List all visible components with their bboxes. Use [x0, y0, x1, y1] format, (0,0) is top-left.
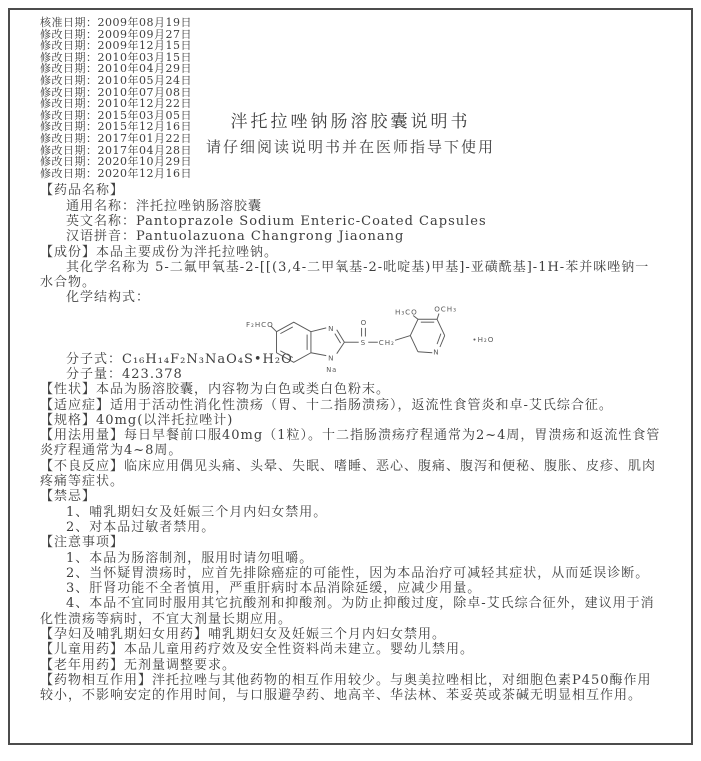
body-bottom-paragraphs	[40, 352, 663, 704]
pyridine-n-label: N	[433, 347, 440, 357]
paragraph: 通用名称：泮托拉唑钠肠溶胶囊	[66, 198, 263, 214]
paragraph: 英文名称：Pantoprazole Sodium Enteric-Coated Capsules	[66, 213, 487, 229]
paragraph: 【适应症】适用于活动性消化性溃疡（胃、十二指肠溃疡），返流性食管炎和卓-艾氏综合征。	[40, 397, 613, 413]
paragraph: 【规格】40mg(以泮托拉唑计)	[40, 412, 234, 428]
leaflet-body	[40, 183, 663, 703]
sulfur-label: S	[360, 337, 367, 347]
paragraph: 汉语拼音：Pantuolazuona Changrong Jiaonang	[66, 229, 405, 245]
date-line: 修改日期：2009年12月15日	[40, 39, 192, 53]
paragraph: 其化学名称为 5-二氟甲氧基-2-[[(3,4-二甲氧基-2-吡啶基)甲基]-亚磺酰基]-1H-苯并咪唑钠一水合物。	[40, 259, 650, 291]
page-title: 泮托拉唑钠肠溶胶囊说明书	[230, 112, 471, 132]
paragraph: 【药品名称】	[40, 183, 125, 199]
date-line: 修改日期：2009年09月27日	[40, 27, 192, 41]
imidazole-n-top-label: N	[328, 323, 335, 333]
paragraph: 【性状】本品为肠溶胶囊，内容物为白色或类白色粉末。	[40, 382, 391, 398]
date-line: 修改日期：2010年04月29日	[40, 62, 192, 76]
date-line: 修改日期：2010年07月08日	[40, 85, 192, 99]
date-line: 修改日期：2017年01月22日	[40, 131, 192, 145]
paragraph: 【不良反应】临床应用偶见头痛、头晕、失眠、嗜睡、恶心、腹痛、腹泻和便秘、腹胀、皮疹、肌肉疼痛等症状。	[40, 458, 657, 490]
paragraph: 【孕妇及哺乳期妇女用药】哺乳期妇女及妊娠三个月内妇女禁用。	[40, 627, 447, 643]
paragraph: 分子式：C₁₆H₁₄F₂N₃NaO₄S•H₂O	[66, 351, 293, 367]
h3co-label: H₃CO	[395, 307, 418, 317]
paragraph: 1、哺乳期妇女及妊娠三个月内妇女禁用。	[66, 504, 328, 520]
page-subtitle: 请仔细阅读说明书并在医师指导下使用	[205, 138, 495, 156]
date-line: 修改日期：2015年03月05日	[40, 108, 192, 122]
ch2-label: CH₂	[378, 337, 395, 347]
oxygen-label: O	[360, 317, 368, 327]
paragraph: 【老年用药】无剂量调整要求。	[40, 657, 237, 673]
page-border-frame	[8, 8, 693, 745]
paragraph: 2、当怀疑胃溃疡时，应首先排除癌症的可能性，因为本品治疗可减轻其症状，从而延误诊断。	[66, 565, 650, 581]
title-block	[10, 107, 691, 157]
date-line: 修改日期：2015年12月16日	[40, 120, 192, 134]
imidazole-n-bottom-label: N	[328, 353, 335, 363]
paragraph: 【用法用量】每日早餐前口服40mg（1粒）。十二指肠溃疡疗程通常为2~4周，胃溃疡和返流性食管炎疗程通常为4~8周。	[40, 428, 661, 459]
paragraph: 分子量：423.378	[66, 366, 183, 382]
f2hco-label: F₂HCO	[245, 319, 274, 329]
paragraph: 【儿童用药】本品儿童用药疗效及安全性资料尚未建立。婴幼儿禁用。	[40, 642, 475, 658]
date-line: 修改日期：2020年12月16日	[40, 166, 192, 180]
paragraph: 【药物相互作用】泮托拉唑与其他药物的相互作用较少。与奥美拉唑相比，对细胞色素P450酶作用较小，不影响安定的作用时间，与口服避孕药、地高辛、华法林、苯妥英或茶碱无明显相互作用。	[40, 672, 652, 704]
date-line: 修改日期：2017年04月28日	[40, 143, 192, 157]
hydrate-label: •H₂O	[472, 334, 495, 344]
paragraph: 1、本品为肠溶制剂，服用时请勿咀嚼。	[66, 550, 314, 566]
date-line: 核准日期：2009年08月19日	[40, 16, 192, 29]
paragraph: 【禁忌】	[40, 489, 97, 505]
sodium-label: Na	[326, 365, 338, 374]
paragraph: 4、本品不宜同时服用其它抗酸剂和抑酸剂。为防止抑酸过度，除卓-艾氏综合征外，建议用于消化性溃疡等病时，不宜大剂量长期应用。	[40, 596, 655, 627]
date-line: 修改日期：2010年12月22日	[40, 97, 192, 111]
paragraph: 【注意事项】	[40, 535, 125, 551]
date-line: 修改日期：2020年10月29日	[40, 155, 192, 169]
date-line: 修改日期：2010年05月24日	[40, 73, 192, 87]
paragraph: 2、对本品过敏者禁用。	[66, 519, 216, 535]
paragraph: 【成份】本品主要成份为泮托拉唑钠。	[40, 244, 279, 260]
paragraph: 化学结构式：	[66, 290, 151, 306]
paragraph: 3、肝肾功能不全者慎用，严重肝病时本品消除延缓，应减少用量。	[66, 581, 482, 597]
body-top-paragraphs	[40, 183, 663, 305]
och3-label: OCH₃	[434, 304, 457, 314]
date-line: 修改日期：2010年03月15日	[40, 50, 192, 64]
